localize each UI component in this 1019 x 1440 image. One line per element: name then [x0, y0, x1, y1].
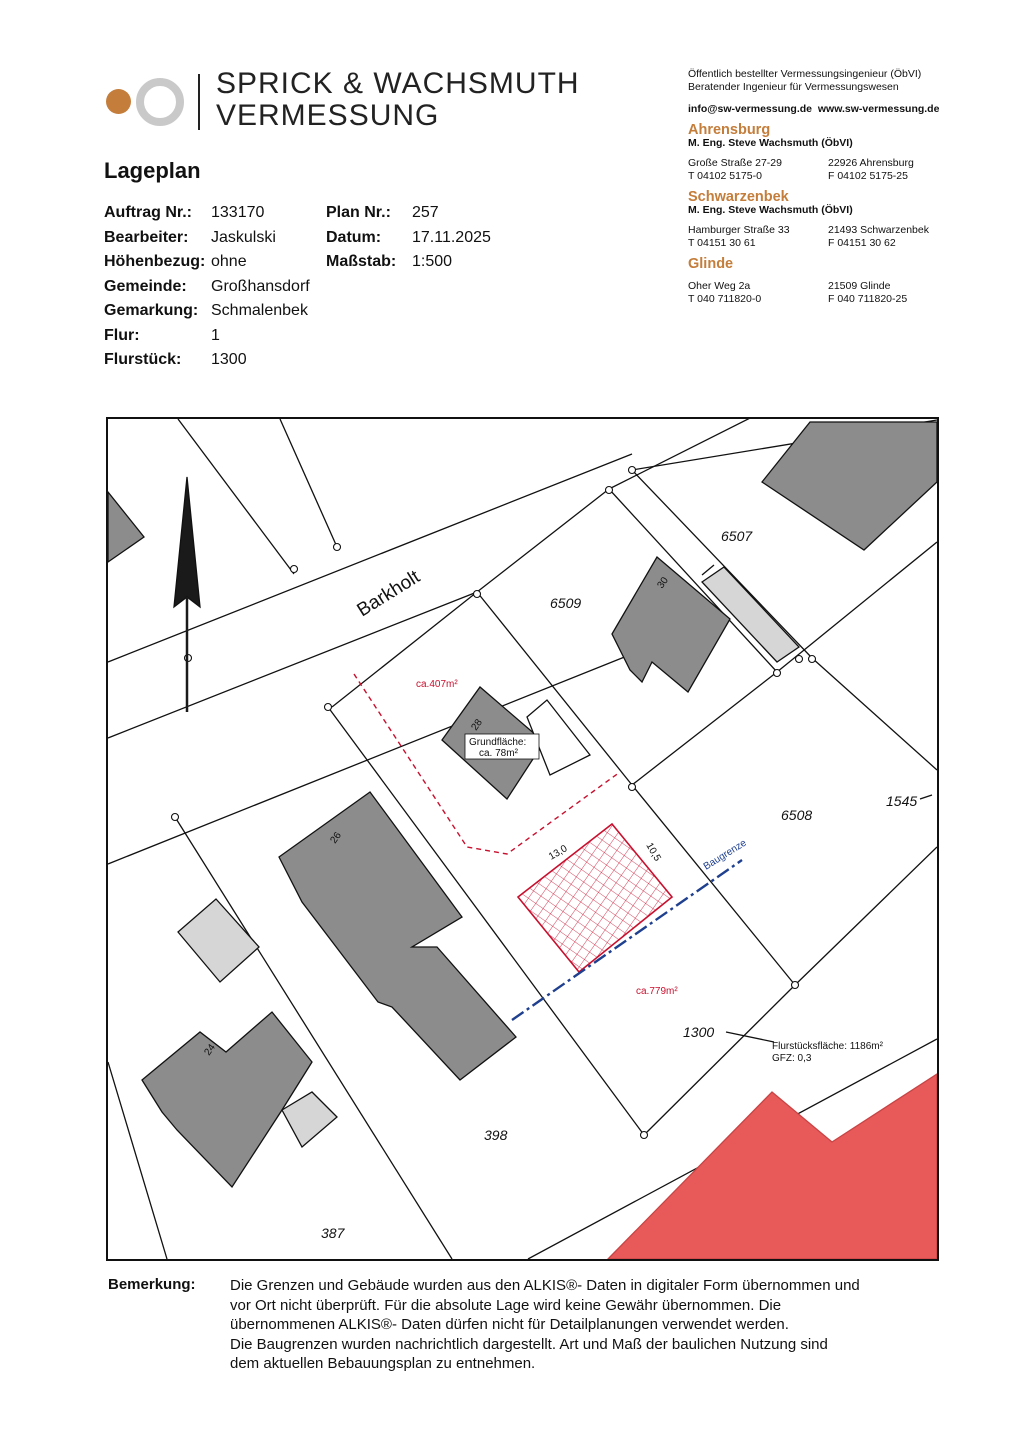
office-name-ahrensburg: Ahrensburg	[688, 122, 771, 138]
boundary-line	[795, 847, 937, 985]
company-info	[688, 68, 988, 306]
remark-text	[230, 1276, 940, 1374]
building-24	[142, 1012, 312, 1187]
boundary-point	[809, 656, 816, 663]
north-arrow-icon	[174, 477, 200, 607]
boundary-point	[774, 670, 781, 677]
baugrenze-label: Baugrenze	[701, 837, 749, 873]
street-edge-south	[108, 592, 477, 738]
meta-label: Maßstab:	[326, 253, 397, 270]
house-number: 30	[655, 575, 671, 591]
neighbor-red-area	[608, 1074, 937, 1259]
meta-label: Gemeinde:	[104, 277, 187, 295]
boundary-line	[178, 419, 294, 574]
meta-label: Auftrag Nr.:	[104, 204, 192, 221]
remark-line: dem aktuellen Bebauungsplan zu entnehmen.	[230, 1355, 536, 1372]
meta-value: 257	[412, 204, 439, 221]
parcel-number: 1300	[683, 1024, 715, 1040]
shed-24	[282, 1092, 337, 1147]
office-name-schwarzenbek: Schwarzenbek	[688, 189, 789, 205]
office-city: 21509 Glinde	[828, 280, 891, 292]
gfz-label: GFZ: 0,3	[772, 1053, 812, 1064]
meta-label: Plan Nr.:	[326, 204, 391, 221]
footprint-label-1: Grundfläche:	[469, 737, 527, 748]
meta-label: Gemarkung:	[104, 302, 199, 319]
page-title: Lageplan	[104, 158, 201, 183]
remark-label: Bemerkung:	[108, 1276, 196, 1293]
building-26	[279, 792, 516, 1080]
leader-line	[702, 565, 714, 575]
parcel-number: 387	[321, 1225, 345, 1241]
meta-label: Flurstück:	[104, 351, 182, 368]
boundary-point	[172, 814, 179, 821]
house-number: 28	[469, 717, 485, 733]
remark-line: übernommenen ALKIS®- Daten dürfen nicht für Detailplanungen verwendet werden.	[230, 1316, 789, 1333]
parcel-number: 6509	[550, 595, 582, 611]
meta-value: 133170	[211, 204, 265, 221]
boundary-point	[325, 704, 332, 711]
boundary-point	[641, 1132, 648, 1139]
boundary-point	[291, 566, 298, 573]
building-neighbor	[108, 492, 144, 562]
brand-name	[216, 68, 580, 132]
logo-ring-icon	[136, 78, 184, 126]
meta-value: 1:500	[412, 253, 453, 270]
meta-label: Bearbeiter:	[104, 228, 189, 246]
meta-value: 1	[211, 326, 220, 344]
building-neighbor	[762, 422, 937, 550]
company-line-2: Beratender Ingenieur für Vermessungswesen	[688, 81, 899, 93]
meta-label: Flur:	[104, 326, 140, 344]
meta-value: Großhansdorf	[211, 277, 310, 295]
meta-value: Schmalenbek	[211, 302, 308, 319]
shed-neighbor	[178, 899, 259, 982]
meta-value: 1300	[211, 351, 247, 368]
parcel-area-label: Flurstücksfläche: 1186m²	[772, 1041, 883, 1052]
parcel-number: 6508	[781, 807, 813, 823]
boundary-point	[334, 544, 341, 551]
office-street: Große Straße 27-29	[688, 157, 782, 169]
parcel-number: 1545	[886, 793, 918, 809]
logo-dot-icon	[106, 89, 131, 114]
office-tel: T 04102 5175-0	[688, 170, 762, 182]
office-street: Oher Weg 2a	[688, 280, 751, 292]
remark-line: Die Grenzen und Gebäude wurden aus den ALKIS®- Daten in digitaler Form übernommen und	[230, 1277, 860, 1294]
office-name-glinde: Glinde	[688, 256, 734, 272]
footprint-label-2: ca. 78m²	[479, 748, 518, 759]
street-name: Barkholt	[353, 566, 424, 622]
dimension-label: 13,0	[547, 843, 570, 863]
logo-divider	[198, 74, 200, 130]
boundary-point	[792, 982, 799, 989]
meta-value: Jaskulski	[211, 228, 276, 246]
house-number: 26	[328, 830, 344, 846]
boundary-point	[629, 784, 636, 791]
office-city: 22926 Ahrensburg	[828, 157, 914, 169]
office-street: Hamburger Straße 33	[688, 224, 790, 236]
leader-line	[726, 1032, 774, 1042]
remark-line: Die Baugrenzen wurden nachrichtlich dargestellt. Art und Maß der baulichen Nutzung sind	[230, 1335, 828, 1353]
parcel-number: 6507	[721, 528, 753, 544]
boundary-point	[474, 591, 481, 598]
office-tel: T 04151 30 61	[688, 237, 756, 249]
remark-line: vor Ort nicht überprüft. Für die absolute Lage wird keine Gewähr übernommen. Die	[230, 1296, 782, 1314]
boundary-line	[280, 419, 337, 547]
brand-line-2: VERMESSUNG	[216, 99, 440, 132]
company-line-1: Öffentlich bestellter Vermessungsingenieur (ÖbVI)	[688, 68, 922, 80]
meta-label: Höhenbezug:	[104, 253, 206, 270]
boundary-point	[629, 467, 636, 474]
map-svg	[108, 419, 937, 1259]
office-person: M. Eng. Steve Wachsmuth (ÖbVI)	[688, 204, 853, 216]
office-city: 21493 Schwarzenbek	[828, 224, 929, 236]
boundary-point	[606, 487, 613, 494]
boundary-line	[777, 542, 937, 672]
brand-line-1: SPRICK & WACHSMUTH	[216, 67, 580, 100]
meta-label: Datum:	[326, 228, 382, 246]
meta-right	[326, 201, 491, 275]
site-plan-map	[106, 417, 939, 1261]
email-link[interactable]: info@sw-vermessung.de	[688, 103, 813, 115]
office-fax: F 04151 30 62	[828, 237, 896, 249]
office-tel: T 040 711820-0	[688, 293, 762, 305]
meta-value: ohne	[211, 253, 247, 270]
parcel-number: 398	[484, 1127, 508, 1143]
street-edge-south	[477, 489, 609, 592]
house-number: 24	[202, 1042, 218, 1058]
meta-value: 17.11.2025	[412, 228, 491, 246]
web-link[interactable]: www.sw-vermessung.de	[817, 103, 940, 115]
meta-left	[104, 201, 310, 373]
boundary-line	[812, 658, 937, 770]
boundary-line	[632, 672, 777, 785]
dimension-label: 10,5	[643, 841, 663, 864]
area-label-upper: ca.407m²	[416, 679, 458, 690]
area-label-lower: ca.779m²	[636, 986, 678, 997]
leader-line	[920, 795, 932, 799]
office-fax: F 04102 5175-25	[828, 170, 908, 182]
boundary-point	[796, 656, 803, 663]
office-fax: F 040 711820-25	[828, 293, 908, 305]
office-person: M. Eng. Steve Wachsmuth (ÖbVI)	[688, 137, 853, 149]
